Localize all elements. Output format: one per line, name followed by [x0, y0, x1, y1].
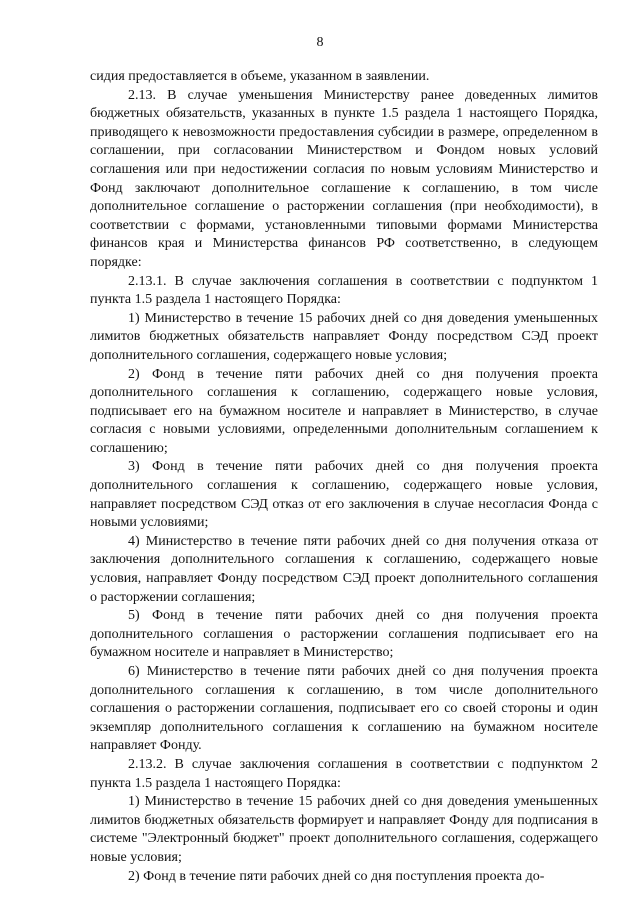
paragraph: 4) Министерство в течение пяти рабочих дней со дня получения отказа от заключения дополнительного соглашения к соглашению, содержащего новые условия, направляет Фонду посредством СЭД проект дополнительного соглашения о расторжении соглашения;: [90, 533, 598, 605]
paragraph: 1) Министерство в течение 15 рабочих дней со дня доведения уменьшенных лимитов бюджетных обязательств направляет Фонду посредством СЭД проект дополнительного соглашения, содержащего новые условия;: [90, 310, 598, 363]
paragraph: 2) Фонд в течение пяти рабочих дней со дня поступления проекта до-: [128, 868, 545, 884]
paragraph: 1) Министерство в течение 15 рабочих дней со дня доведения уменьшенных лимитов бюджетных обязательств формирует и направляет Фонду для подписания в системе "Электронный бюджет" проект дополнительного соглашения, содержащего новые условия;: [90, 794, 598, 865]
page-number: 8: [316, 35, 324, 50]
paragraph: сидия предоставляется в объеме, указанном в заявлении.: [90, 69, 430, 84]
paragraph: 6) Министерство в течение пяти рабочих дней со дня получения проекта дополнительного соглашения к соглашению, в том числе дополнительного соглашения о расторжении соглашения, подписывает его со своей стороны и один экземпляр дополнительного соглашения к соглашению на бумажном носителе направляет Фонду.: [90, 664, 598, 754]
paragraph: 3) Фонд в течение пяти рабочих дней со дня получения проекта дополнительного соглашения к соглашению, содержащего новые условия, направляет посредством СЭД отказ от его заключения в случае несогласия Фонда с новыми условиями;: [90, 459, 598, 531]
document-body: [90, 68, 598, 886]
paragraph: 2.13.1. В случае заключения соглашения в соответствии с подпунктом 1 пункта 1.5 раздела 1 настоящего Порядка:: [90, 273, 598, 308]
paragraph: 5) Фонд в течение пяти рабочих дней со дня получения проекта дополнительного соглашения о расторжении соглашения подписывает его на бумажном носителе и направляет в Министерство;: [90, 608, 598, 661]
paragraph: 2) Фонд в течение пяти рабочих дней со дня получения проекта дополнительного соглашения к соглашению, содержащего новые условия, подписывает его на бумажном носителе и направляет в Министерство, в случае согласия с новыми условиями, определенными дополнительным соглашением к соглашению;: [90, 366, 598, 456]
paragraph: 2.13.2. В случае заключения соглашения в соответствии с подпунктом 2 пункта 1.5 раздела 1 настоящего Порядка:: [90, 756, 598, 791]
paragraph: 2.13. В случае уменьшения Министерству ранее доведенных лимитов бюджетных обязательств, указанных в пункте 1.5 раздела 1 настоящего Порядка, приводящего к невозможности предоставления субсидии в размере, определенном в соглашении, при согласовании Министерством и Фондом новых условий соглашения или при недостижении согласия по новым условиям Министерство и Фонд заключают дополнительное соглашение к соглашению, в том числе дополнительное соглашение о расторжении соглашения (при необходимости), в соответствии с формами, установленными типовыми формами Министерства финансов края и Министерства финансов РФ соответственно, в следующем порядке:: [90, 87, 598, 270]
